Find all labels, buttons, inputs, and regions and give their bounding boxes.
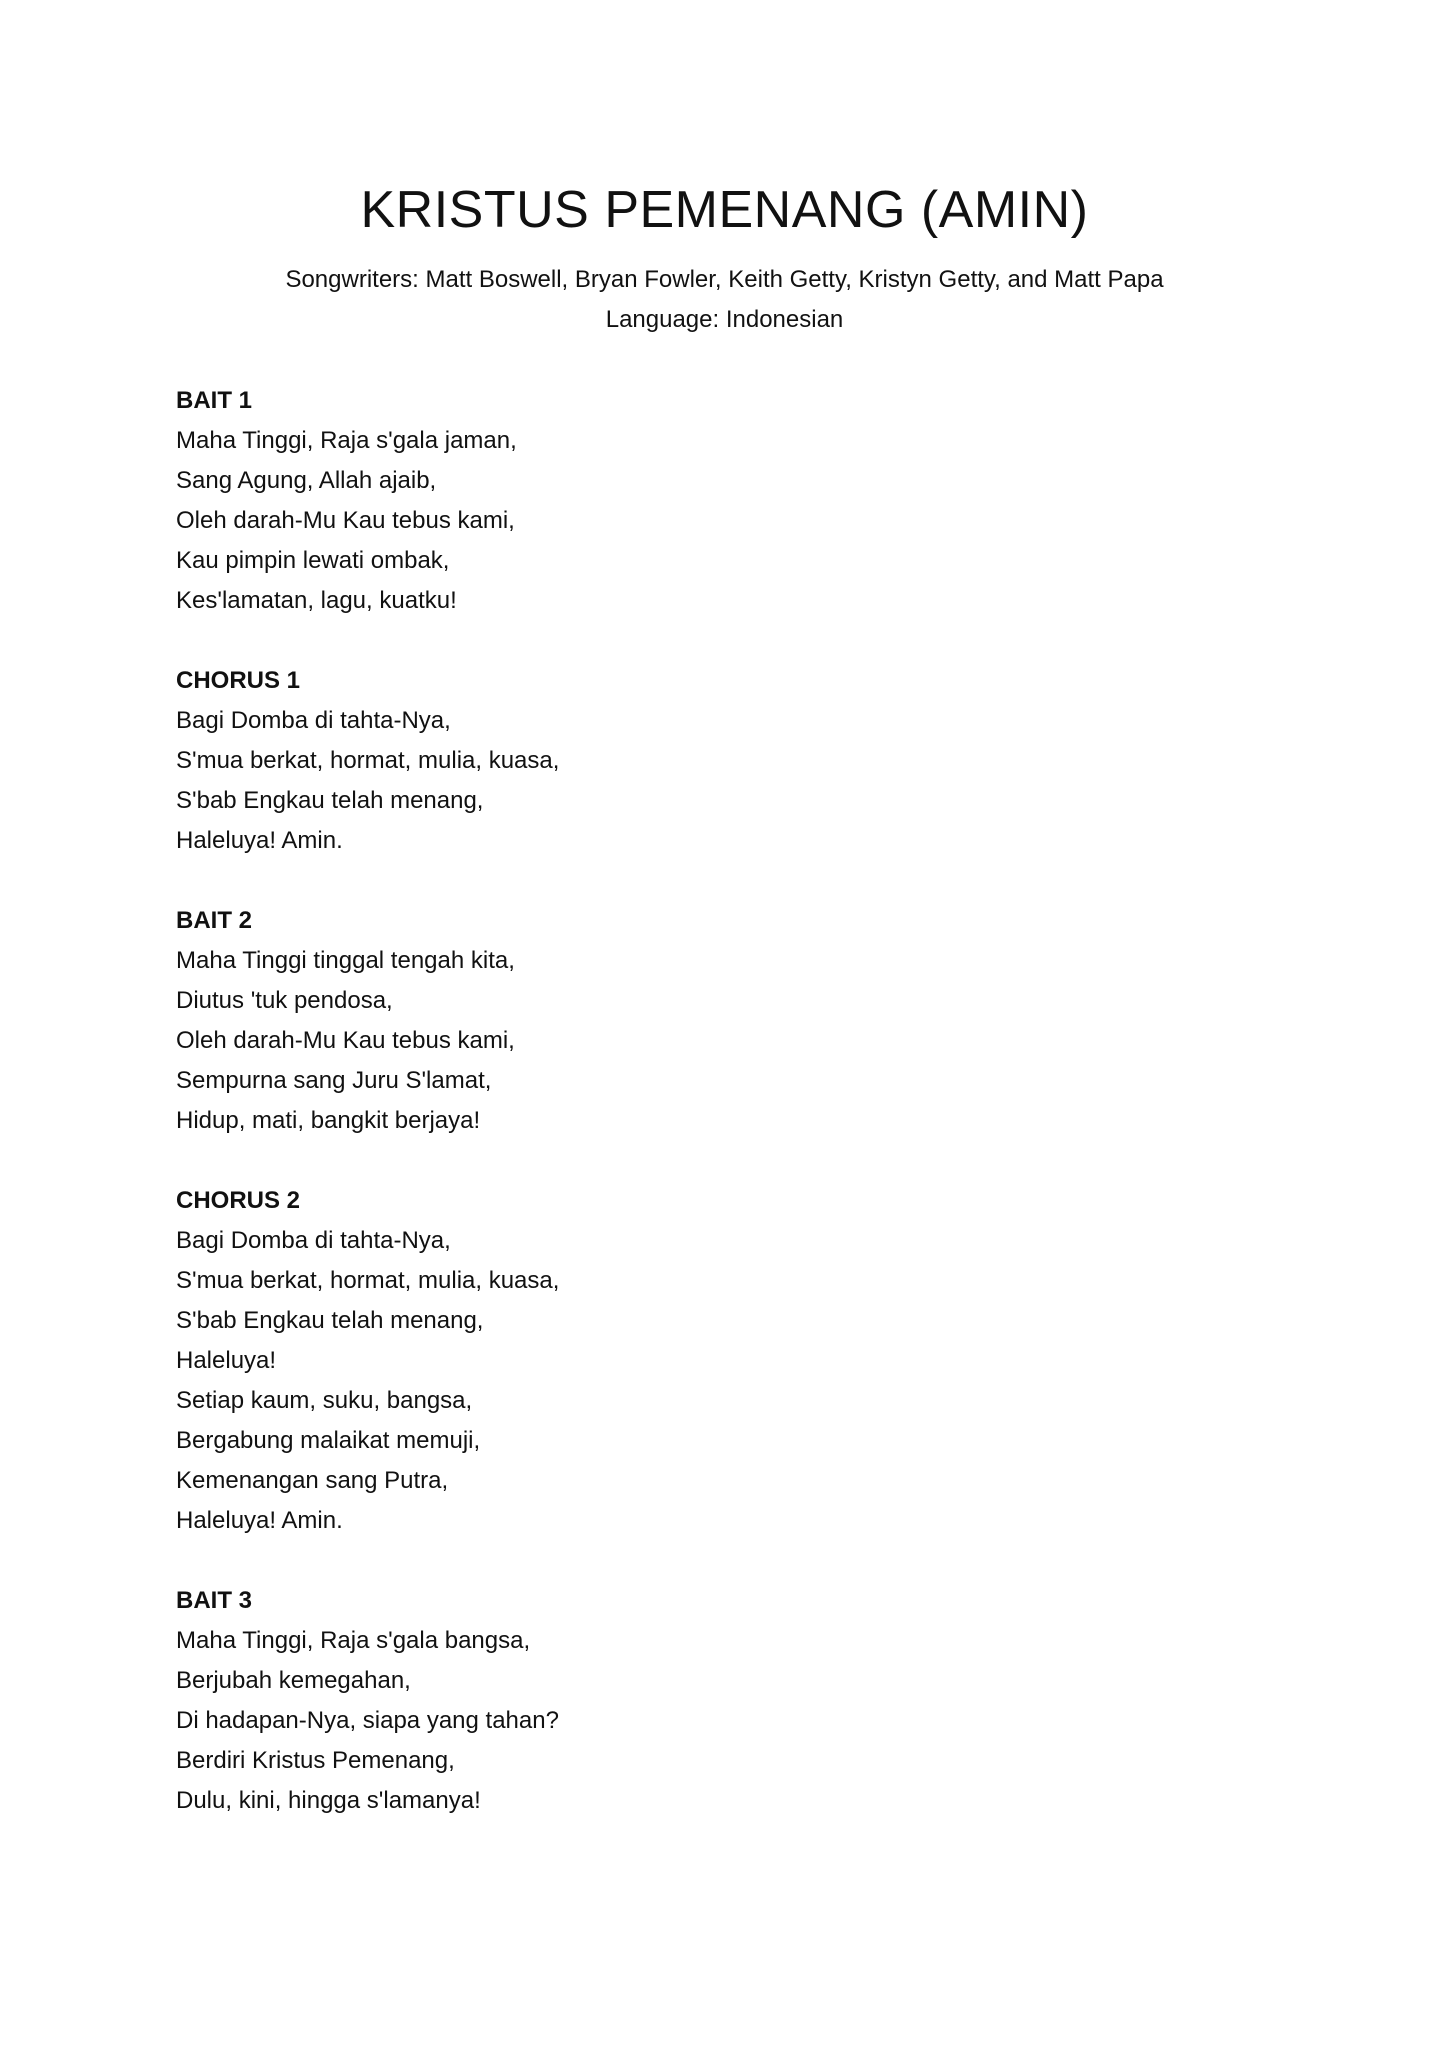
lyric-line: Kemenangan sang Putra, — [176, 1467, 449, 1494]
lyric-line: S'mua berkat, hormat, mulia, kuasa, — [176, 1267, 560, 1294]
lyrics-section-chorus-2 — [176, 1181, 1276, 1541]
section-heading: BAIT 3 — [176, 1587, 253, 1614]
lyric-line: Oleh darah-Mu Kau tebus kami, — [176, 1027, 515, 1054]
songwriters-credit: Songwriters: Matt Boswell, Bryan Fowler, Keith Getty, Kristyn Getty, and Matt Papa — [285, 266, 1164, 293]
lyric-line: Bergabung malaikat memuji, — [176, 1427, 481, 1454]
lyric-line: Bagi Domba di tahta-Nya, — [176, 707, 451, 734]
lyric-line: Berdiri Kristus Pemenang, — [176, 1747, 455, 1774]
section-heading: BAIT 2 — [176, 907, 253, 934]
lyrics-section-bait-1 — [176, 381, 1276, 621]
lyric-line: Maha Tinggi tinggal tengah kita, — [176, 947, 515, 974]
lyric-line: Haleluya! — [176, 1347, 277, 1374]
section-heading: BAIT 1 — [176, 387, 253, 414]
lyric-line: Hidup, mati, bangkit berjaya! — [176, 1107, 481, 1134]
lyric-line: S'bab Engkau telah menang, — [176, 1307, 484, 1334]
section-heading: CHORUS 2 — [176, 1187, 301, 1214]
lyric-line: Setiap kaum, suku, bangsa, — [176, 1387, 473, 1414]
lyric-line: S'bab Engkau telah menang, — [176, 787, 484, 814]
lyric-line: Kau pimpin lewati ombak, — [176, 547, 450, 574]
lyric-line: Di hadapan-Nya, siapa yang tahan? — [176, 1707, 559, 1734]
lyrics-body — [176, 381, 1276, 1861]
lyrics-section-bait-2 — [176, 901, 1276, 1141]
lyric-line: Sang Agung, Allah ajaib, — [176, 467, 437, 494]
lyric-line: Sempurna sang Juru S'lamat, — [176, 1067, 492, 1094]
lyric-line: Berjubah kemegahan, — [176, 1667, 411, 1694]
lyric-line: Bagi Domba di tahta-Nya, — [176, 1227, 451, 1254]
lyric-line: Maha Tinggi, Raja s'gala jaman, — [176, 427, 517, 454]
lyrics-section-bait-3 — [176, 1581, 1276, 1821]
lyric-line: Diutus 'tuk pendosa, — [176, 987, 393, 1014]
lyric-line: S'mua berkat, hormat, mulia, kuasa, — [176, 747, 560, 774]
lyric-line: Oleh darah-Mu Kau tebus kami, — [176, 507, 515, 534]
lyric-line: Haleluya! Amin. — [176, 827, 343, 854]
lyric-line: Kes'lamatan, lagu, kuatku! — [176, 587, 457, 614]
language-label: Language: Indonesian — [605, 306, 844, 333]
section-heading: CHORUS 1 — [176, 667, 301, 694]
lyric-line: Dulu, kini, hingga s'lamanya! — [176, 1787, 481, 1814]
lyric-line: Maha Tinggi, Raja s'gala bangsa, — [176, 1627, 531, 1654]
page-title: KRISTUS PEMENANG (AMIN) — [360, 181, 1089, 239]
lyric-line: Haleluya! Amin. — [176, 1507, 343, 1534]
lyrics-section-chorus-1 — [176, 661, 1276, 861]
